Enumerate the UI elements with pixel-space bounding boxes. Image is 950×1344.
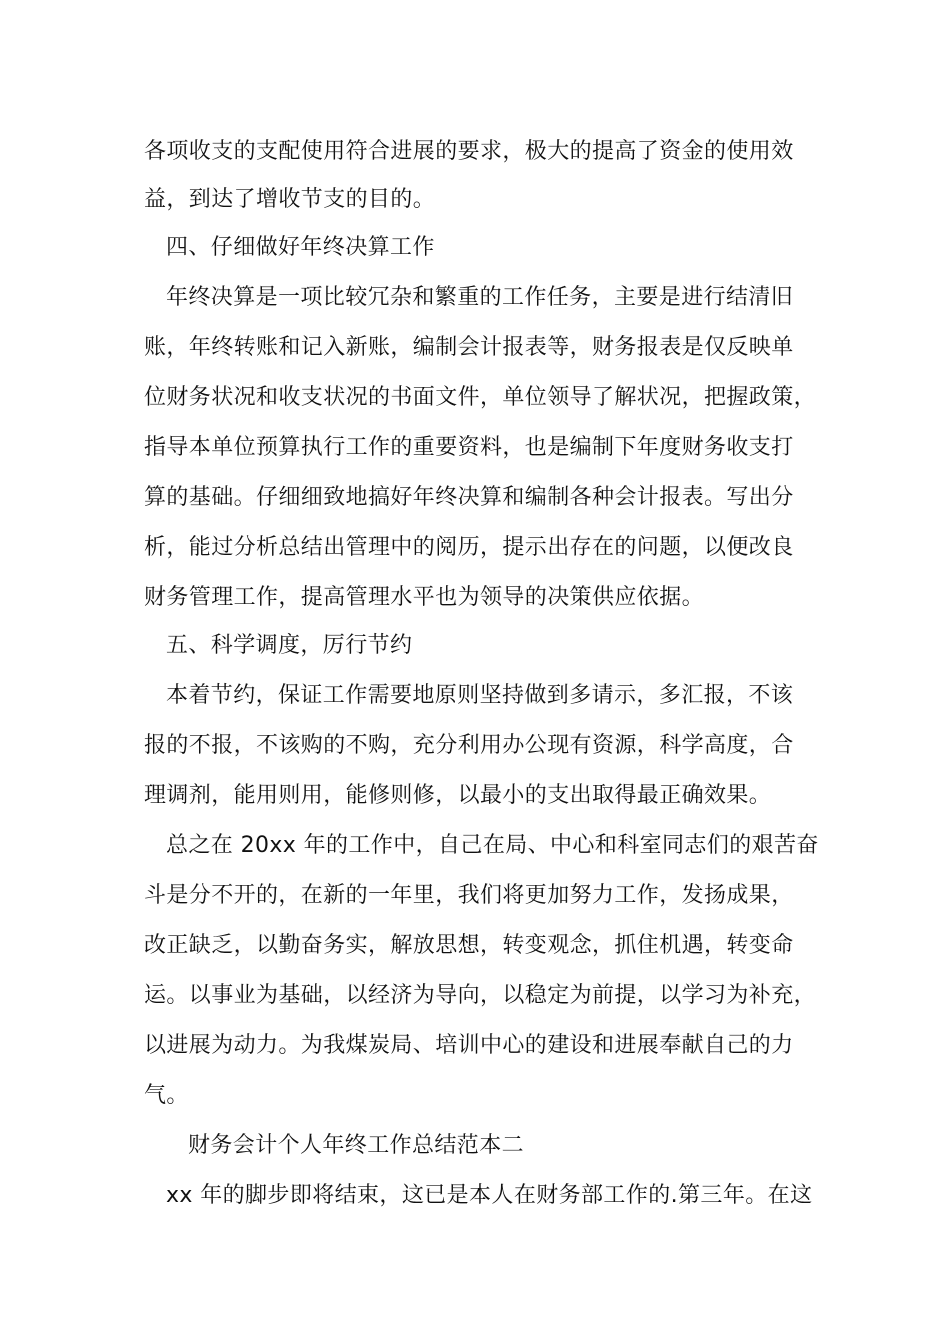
paragraph-line: 本着节约，保证工作需要地原则坚持做到多请示，多汇报，不该: [166, 683, 794, 708]
paragraph-line: 改正缺乏，以勤奋务实，解放思想，转变观念，抓住机遇，转变命: [144, 933, 794, 958]
paragraph-line: 指导本单位预算执行工作的重要资料，也是编制下年度财务收支打: [144, 435, 794, 460]
paragraph-line: 理调剂，能用则用，能修则修，以最小的支出取得最正确效果。: [144, 783, 772, 808]
paragraph-line: 算的基础。仔细细致地搞好年终决算和编制各种会计报表。写出分: [144, 485, 794, 510]
paragraph-line: 各项收支的支配使用符合进展的要求，极大的提高了资金的使用效: [144, 139, 794, 164]
section-heading: 四、仔细做好年终决算工作: [166, 235, 435, 260]
paragraph-line: 总之在 20xx 年的工作中，自己在局、中心和科室同志们的艰苦奋: [166, 833, 819, 858]
paragraph-line: 益，到达了增收节支的目的。: [144, 187, 436, 212]
paragraph-line: 气。: [144, 1083, 189, 1108]
paragraph-line: 斗是分不开的，在新的一年里，我们将更加努力工作，发扬成果，: [144, 883, 794, 908]
paragraph-line: xx 年的脚步即将结束，这已是本人在财务部工作的.第三年。在这: [166, 1183, 813, 1208]
document-subtitle: 财务会计个人年终工作总结范本二: [188, 1133, 525, 1158]
paragraph-line: 以进展为动力。为我煤炭局、培训中心的建设和进展奉献自己的力: [144, 1033, 794, 1058]
paragraph-line: 财务管理工作，提高管理水平也为领导的决策供应依据。: [144, 585, 705, 610]
paragraph-line: 报的不报，不该购的不购，充分利用办公现有资源，科学高度，合: [144, 733, 794, 758]
paragraph-line: 析，能过分析总结出管理中的阅历，提示出存在的问题，以便改良: [144, 535, 794, 560]
paragraph-line: 年终决算是一项比较冗杂和繁重的工作任务，主要是进行结清旧: [166, 285, 794, 310]
paragraph-line: 位财务状况和收支状况的书面文件，单位领导了解状况，把握政策，: [144, 385, 817, 410]
paragraph-line: 账，年终转账和记入新账，编制会计报表等，财务报表是仅反映单: [144, 335, 794, 360]
section-heading: 五、科学调度，厉行节约: [166, 633, 413, 658]
paragraph-line: 运。以事业为基础，以经济为导向，以稳定为前提，以学习为补充，: [144, 983, 817, 1008]
